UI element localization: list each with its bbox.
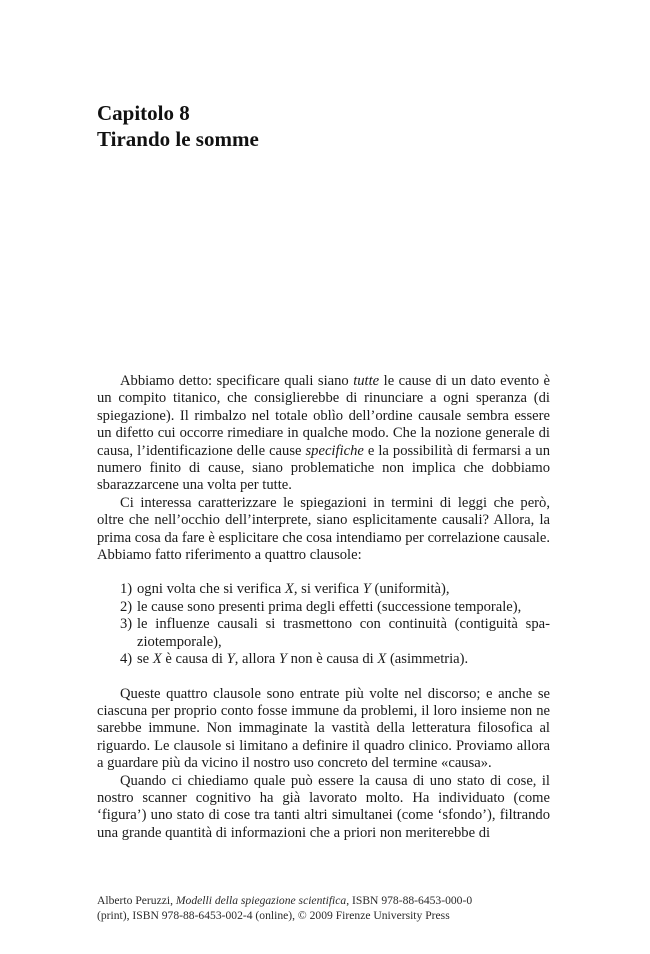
chapter-body [97, 373, 550, 842]
chapter-number: Capitolo 8 [97, 101, 190, 125]
chapter-heading [97, 100, 557, 152]
list-item: 4) se X è causa di Y, allora Y non è causa di X (asimmetria). [120, 651, 469, 668]
paragraph-4: Quando ci chiediamo quale può essere la causa di uno stato di cose, il nostro scanner cognitivo ha già lavorato molto. Ha individuato (come ‘figura’) uno stato di cose tra tanti altri simultanei (come ‘sfondo’), filtrando una grande quantità di informazioni che a priori non meriterebbe di [97, 772, 550, 841]
footer-line-1: Alberto Peruzzi, Modelli della spiegazione scientifica, ISBN 978-88-6453-000-0 [97, 894, 473, 907]
footer-line-2: (print), ISBN 978-88-6453-002-4 (online), © 2009 Firenze University Press [97, 909, 450, 922]
paragraph-1: Abbiamo detto: specificare quali siano tutte le cause di un dato evento è un compito titanico, che consiglierebbe di rinunciare a ogni speranza (di spiegazione). Il rimbalzo nel totale oblìo dell’ordine causale sembra essere un difetto cui occorre rimediare in qualche modo. Che la nozione generale di causa, l’identificazione delle cause specifiche e la possibilità di fermarsi a un numero finito di cause, siano problematiche non implica che dobbiamo sbarazzarcene una volta per tutte. [97, 373, 550, 494]
clause-list [97, 581, 550, 668]
book-title: Modelli della spiegazione scientifica [175, 894, 347, 907]
list-item: 1) ogni volta che si verifica X, si verifica Y (uniformità), [120, 581, 450, 598]
list-item: 3) le influenze causali si trasmettono con continuità (contiguità spaziotemporale), [120, 616, 550, 650]
paragraph-3: Queste quattro clausole sono entrate più volte nel discorso; e anche se ciascuna per proprio conto fosse immune da problemi, il loro insieme non ne sarebbe immune. Non immaginate la vastità della letteratura filosofica al riguardo. Le clausole si limitano a definire il quadro clinico. Proviamo allora a guardare più da vicino il nostro uso concreto del termine «causa». [97, 685, 550, 772]
copyright-footer [97, 893, 557, 923]
paragraph-2: Ci interessa caratterizzare le spiegazioni in termini di leggi che però, oltre che nell’occhio dell’interprete, siano esplicitamente causali? Allora, la prima cosa da fare è esplicitare che cosa intendiamo per correlazione causale. Abbiamo fatto riferimento a quattro clausole: [97, 494, 550, 564]
chapter-title: Tirando le somme [97, 127, 259, 151]
list-item: 2) le cause sono presenti prima degli effetti (successione temporale), [120, 598, 522, 615]
